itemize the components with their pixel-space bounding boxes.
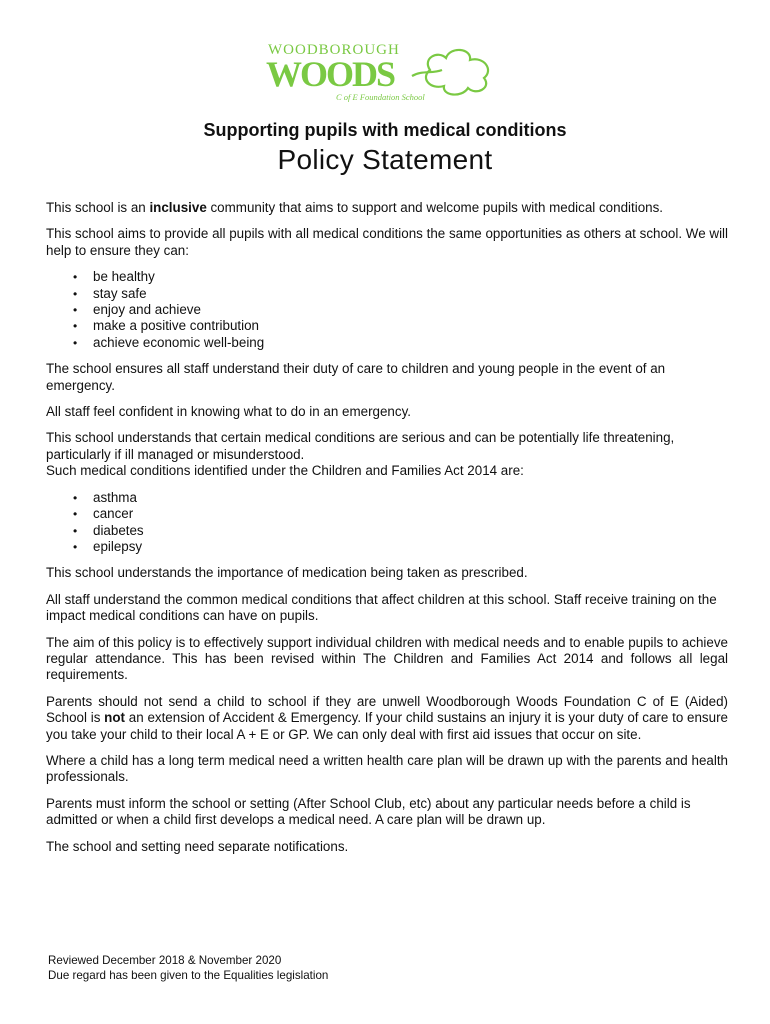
paragraph-3: The school ensures all staff understand their duty of care to children and young people in the event of an emergency. bbox=[46, 361, 666, 393]
page-subtitle: Supporting pupils with medical conditions bbox=[203, 120, 567, 140]
p9-bold: not bbox=[104, 710, 125, 726]
paragraph-2: This school aims to provide all pupils with all medical conditions the same opportunities as others at school. We will help to ensure they can: bbox=[46, 226, 728, 258]
paragraph-7: All staff understand the common medical conditions that affect children at this school. Staff receive training on the impact medical conditions can have on pupils. bbox=[46, 591, 717, 624]
p1-after: community that aims to support and welcome pupils with medical conditions. bbox=[206, 200, 664, 215]
p1-before: This school is an bbox=[46, 200, 150, 215]
paragraph-11: Parents must inform the school or setting (After School Club, etc) about any particular needs before a child is admitted or when a child first develops a medical need. A care plan will be drawn up. bbox=[46, 795, 691, 828]
paragraph-12: The school and setting need separate notifications. bbox=[46, 838, 349, 854]
logo-line3: C of E Foundation School bbox=[336, 92, 425, 102]
school-logo bbox=[262, 40, 502, 104]
list-item: • diabetes bbox=[93, 523, 728, 539]
list-item: • epilepsy bbox=[93, 539, 728, 555]
p9-before: Parents should not send a child to school if they are unwell Woodborough Woods Foundation C of E (Aided) School is bbox=[46, 693, 728, 726]
p9-after: an extension of Accident & Emergency. If your child sustains an injury it is your duty of care to ensure you take your child to their local A + E or GP. We can only deal with first aid issues that occur on site. bbox=[46, 710, 728, 742]
paragraph-1 bbox=[46, 200, 728, 216]
footer-equalities: Due regard has been given to the Equalities legislation bbox=[48, 969, 329, 982]
cloud-icon bbox=[412, 50, 488, 95]
list-item: • enjoy and achieve bbox=[93, 302, 728, 318]
paragraph-4: All staff feel confident in knowing what to do in an emergency. bbox=[46, 404, 411, 420]
list-item: • cancer bbox=[93, 506, 728, 522]
paragraph-5 bbox=[46, 430, 728, 479]
conditions-list bbox=[46, 490, 728, 556]
footer bbox=[48, 953, 728, 983]
list-item: • achieve economic well-being bbox=[93, 335, 728, 351]
paragraph-8: The aim of this policy is to effectively support individual children with medical needs and to enable pupils to achieve regular attendance. This has been revised within The Children and Families Act 2014 and follows all legal requirements. bbox=[46, 634, 728, 683]
p5a: This school understands that certain medical conditions are serious and can be potentially life threatening, particularly if ill managed or misunderstood. bbox=[46, 430, 675, 462]
p1-bold: inclusive bbox=[149, 200, 207, 215]
page-title: Policy Statement bbox=[277, 144, 493, 175]
paragraph-9 bbox=[46, 694, 728, 743]
p5b: Such medical conditions identified under the Children and Families Act 2014 are: bbox=[46, 463, 524, 479]
list-item: • be healthy bbox=[93, 269, 728, 285]
policy-body bbox=[46, 200, 728, 865]
list-item: • stay safe bbox=[93, 286, 728, 302]
logo-line2: WOODS bbox=[266, 54, 395, 94]
list-item: • asthma bbox=[93, 490, 728, 506]
title-block bbox=[0, 118, 770, 178]
footer-reviewed: Reviewed December 2018 & November 2020 bbox=[48, 954, 282, 967]
logo-line1: WOODBOROUGH bbox=[268, 42, 400, 58]
paragraph-10: Where a child has a long term medical need a written health care plan will be drawn up with the parents and health professionals. bbox=[46, 752, 728, 785]
paragraph-6: This school understands the importance of medication being taken as prescribed. bbox=[46, 565, 528, 581]
list-item: • make a positive contribution bbox=[93, 318, 728, 334]
aims-list bbox=[46, 269, 728, 351]
